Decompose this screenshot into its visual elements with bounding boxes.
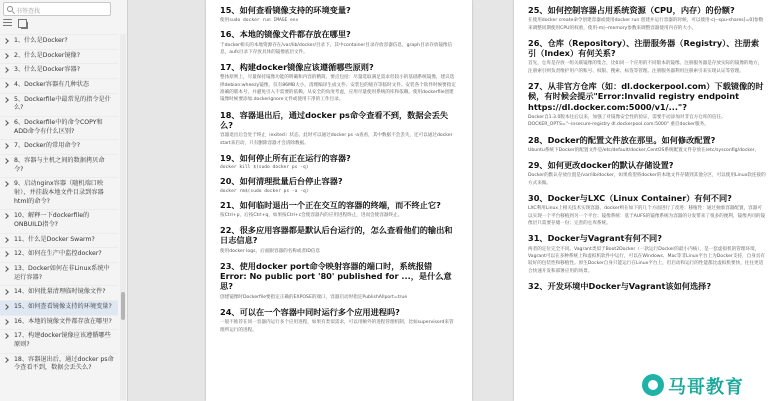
- chevron-right-icon: [3, 120, 9, 126]
- question-heading: 19、如何停止所有正在运行的容器?: [220, 153, 351, 163]
- sidebar-scroll-thumb[interactable]: [121, 292, 125, 320]
- sidebar-scrollbar[interactable]: [120, 34, 126, 400]
- question-heading: 23、使用docker port命令映射容器的端口时，系统报错Error: No public port '80' published for ...，是什么意思?: [220, 260, 452, 292]
- toc-item[interactable]: [0, 209, 118, 232]
- chevron-right-icon: [3, 214, 9, 220]
- question-heading: 18、容器退出后，通过docker ps命令查看不到，数据会丢失么?: [220, 109, 449, 131]
- toc-item-label: 12、如何在生产中监控docker?: [14, 250, 102, 258]
- chevron-right-icon: [3, 182, 9, 188]
- question-heading: 16、本地的镜像文件都存放在哪里?: [220, 29, 351, 40]
- question-heading: 26、仓库（Repository）、注册服务器（Registry）、注册索引（Index）有何关系?: [528, 37, 760, 59]
- answer-text: 在使用docker create命令创建容器或使用docker run 创建并运行容器的时候，可以使用-c|--spu-shares[=0]参数来调整同期使用CPU的权重，使用-m|--memory参数来调整容器使用内存的大小。: [528, 18, 764, 31]
- answer-text: 整体原则上，尽量保持镜像功能的明确和内容的精简，要点包括：尽量选取满足需求但较小的基础系统镜像，建议选择debian:wheezy镜像，仅有86MB大小。清理编译生成文件、安装包的缓存等临时文件。安装各个软件时候要指定准确的版本号，并避免引入不需要的依赖。从安全的角度考虑，应用尽量使用系统的库和依赖。使用dockerfile创建镜像时候要添加.dockerignore文件或使用干净的工作目录。: [220, 75, 456, 103]
- toc-item[interactable]: [0, 177, 118, 209]
- answer-text: 按Ctrl+p，后按Ctrl+q，如果按Ctrl+c会使容器内的应用进程终止，进而会使容器终止。: [220, 212, 403, 218]
- code-line: docker kill $(sudo docker ps -q): [220, 165, 309, 171]
- answer-text: 两者的定位完全不同。Vagrant类似于Boot2Docker（一款运行Docker的最小内核），是一套虚拟机的管理环境，Vagrant可以在多种系统上和虚拟机软件中运行，可以在Windows、Mac等非Linux平台上为Docker支持，自身具有较好的包装性和移植性。原生Docker自身只能运行在Linux平台上，但启动和运行的性能都比虚拟机要快，往往更适合快速开发和部署应用的场景。: [528, 246, 765, 274]
- toc-item-label: 17、构建docker镜像应该遵循哪些原则?: [14, 332, 111, 349]
- list-view-icon[interactable]: [3, 19, 12, 28]
- toc-item-label: 6、Dockerfile中的命令COPY和ADD命令有什么区别?: [14, 119, 103, 135]
- chevron-right-icon: [3, 266, 9, 272]
- chevron-right-icon: [3, 319, 9, 325]
- chevron-right-icon: [3, 158, 9, 164]
- chevron-right-icon: [3, 252, 9, 258]
- question-heading: 17、构建docker镜像应该遵循哪些原则?: [220, 62, 374, 73]
- toc-item[interactable]: [0, 78, 118, 93]
- chevron-right-icon: [3, 304, 9, 310]
- toc-item[interactable]: [0, 49, 118, 64]
- question-heading: 32、开发环境中Docker与Vagrant该如何选择?: [528, 281, 712, 291]
- question-heading: 25、如何控制容器占用系统资源（CPU，内存）的份额?: [528, 5, 735, 15]
- question-heading: 31、Docker与Vagrant有何不同?: [528, 233, 662, 244]
- chevron-right-icon: [3, 334, 9, 340]
- search-placeholder: 书签查找: [16, 8, 41, 15]
- question-heading: 30、Docker与LXC（Linux Container）有何不同?: [528, 193, 732, 204]
- answer-text: 创建镜像时Dockerfile要指定正确的EXPOSE的端口，容器启动时指定PublishAllport=true: [220, 294, 408, 300]
- chevron-right-icon: [3, 97, 9, 103]
- answer-text: 一般不推荐在同一容器内运行多个应用进程，如果有类似需求，可以用额外的进程管理机制，比如supervisord来管理所运行的进程。: [220, 320, 454, 333]
- question-heading: 29、如何更改docker的默认存储设置?: [528, 160, 674, 171]
- toc-item[interactable]: [0, 329, 118, 352]
- toc-item[interactable]: [0, 154, 118, 177]
- toc-item-label: 2、什么是Docker镜像?: [14, 51, 81, 59]
- toc-item-label: 3、什么是Docker容器?: [14, 66, 81, 74]
- question-heading: 15、如何查看镜像支持的环境变量?: [220, 5, 351, 15]
- toc-item-label: 15、如何查看镜像支持的环境变量?: [14, 303, 112, 311]
- chevron-right-icon: [3, 53, 9, 59]
- chevron-right-icon: [3, 290, 9, 296]
- answer-text: 容器退出后会处于终止（exited）状态，此时可以通过docker ps -a查看，其中数据不会丢失，还可以通过docker start来启动，只有删除容器才会清除数据。: [220, 133, 453, 146]
- toc-item[interactable]: [0, 353, 118, 376]
- toc-item[interactable]: [0, 63, 118, 78]
- toc-item[interactable]: [0, 262, 118, 285]
- answer-text: Docker自1.3.0版本往后以来，加强了对镜像安全性的验证，需要手动添加对非官方仓库的信任。DOCKER_OPTS="--insecure-registry dl.dockerpool.com:5000" 重启docker服务。: [528, 114, 726, 128]
- toc-item-label: 7、Docker的常用命令?: [14, 142, 81, 150]
- toc-item-label: 1、什么是Docker?: [14, 37, 68, 44]
- toc-item-label: 18、容器退出后，通过docker ps命令查看不到，数据会丢失么?: [14, 355, 114, 372]
- bookmark-sidebar: [0, 0, 128, 401]
- bookmark-search-input[interactable]: [3, 2, 111, 16]
- toc-item[interactable]: [0, 139, 118, 154]
- toc-item-label: 9、启动nginx容器（随机端口映射），并挂载本地文件目录到容器html的命令?: [14, 180, 104, 205]
- toc-item-label: 5、Dockerfile中最常见的指令是什么?: [14, 95, 111, 112]
- toc-item[interactable]: [0, 233, 118, 248]
- brand-logo-icon: [642, 374, 664, 396]
- toc-item-label: 11、什么是Docker Swarm?: [14, 235, 95, 243]
- toc-item-label: 4、Docker容器有几种状态: [14, 81, 90, 89]
- code-line: 使用sudo docker run IMAGE env: [220, 18, 299, 24]
- watermark-text: 马哥教育: [668, 377, 744, 398]
- answer-text: 于docker相关的本地资源存在/var/lib/docker/目录下，其中container目录存放容器信息，graph目录存放镜像信息，aufs目录下存放具体的镜像底层文件。: [220, 42, 453, 55]
- toc-item[interactable]: [0, 93, 118, 116]
- answer-text: Ubuntu系统下Docker的配置文件是/etc/default/docker,CentOS系统配置文件存放在/etc/sysconfig/docker。: [528, 147, 760, 153]
- toc-item[interactable]: [0, 247, 118, 262]
- answer-text: 首先，仓库是存放一组关联镜像的集合，比如同一个应用的不同版本的镜像。注册服务器是存放实际的镜像的地方，注册索引则负责维护用户的账号、权限、搜索、标签等管理。注册服务器利用注册索引来实现认证等管理。: [528, 61, 763, 74]
- question-heading: 24、可以在一个容器中同时运行多个应用进程吗?: [220, 307, 400, 318]
- question-heading: 22、很多应用容器都是默认后台运行的，怎么查看他们的输出和日志信息?: [220, 225, 453, 246]
- toc-item[interactable]: [0, 285, 118, 300]
- toc-item[interactable]: [0, 300, 118, 315]
- answer-text: Docker的默认存放位置是/var/lib/docker，如果希望将docker的本地文件存储到其他分区，可以使用Linux软连接的方式来做。: [528, 173, 766, 186]
- chevron-right-icon: [3, 237, 9, 243]
- chevron-right-icon: [3, 144, 9, 150]
- search-icon: [7, 6, 13, 12]
- watermark: [640, 370, 780, 400]
- answer-text: LXC利用Linux上相关技术实现容器，docker则在如下的几个方面进行了改进：移植性：通过抽象容器配置，容器可以实现一个平台移植到另一个平台；镜像系统：基于AUFS的镜像系统为容器的分发带来了很多的便利，镜像共同的镜像层只需要存储一份；完善的仓库系统。: [528, 206, 766, 227]
- toc-item-label: 13、Docker如何在非Linux系统中运行容器?: [14, 265, 110, 281]
- toc-item-label: 10、解释一下dockerfile的ONBUILD指令?: [14, 212, 90, 229]
- chevron-right-icon: [3, 38, 9, 44]
- code-line: docker rm$(sudo docker ps -a -q): [220, 188, 309, 194]
- toc-item-label: 16、本地的镜像文件都存放在哪里?: [14, 317, 112, 325]
- sidebar-toolbar: [3, 19, 27, 31]
- question-heading: 27、从非官方仓库（如：dl.dockerpool.com）下载镜像的时候，有时候会提示"Error:Invalid registry endpoint https://dl.docker.com:5000/v1/..."?: [528, 81, 764, 112]
- toc-item-label: 14、如何批量清理临时镜像文件?: [14, 288, 106, 296]
- chevron-right-icon: [3, 68, 9, 74]
- table-of-contents: [0, 34, 118, 376]
- answer-text: 使用docker logs，后面跟容器的名称或者ID信息: [220, 248, 321, 254]
- document-page-left: [206, 0, 472, 401]
- question-heading: 28、Docker的配置文件放在那里。如何修改配置?: [528, 134, 716, 145]
- question-heading: 21、如何临时退出一个正在交互的容器的终端，而不终止它?: [220, 199, 441, 210]
- toc-item[interactable]: [0, 116, 118, 139]
- question-heading: 20、如何清理批量后台停止容器?: [220, 176, 343, 187]
- toc-item[interactable]: [0, 34, 118, 49]
- toc-item[interactable]: [0, 315, 118, 330]
- expand-all-icon[interactable]: [18, 19, 27, 28]
- toc-item-label: 8、容器与主机之间的数据拷贝命令?: [14, 157, 105, 173]
- document-page-right: [514, 0, 780, 401]
- chevron-right-icon: [3, 357, 9, 363]
- chevron-right-icon: [3, 82, 9, 88]
